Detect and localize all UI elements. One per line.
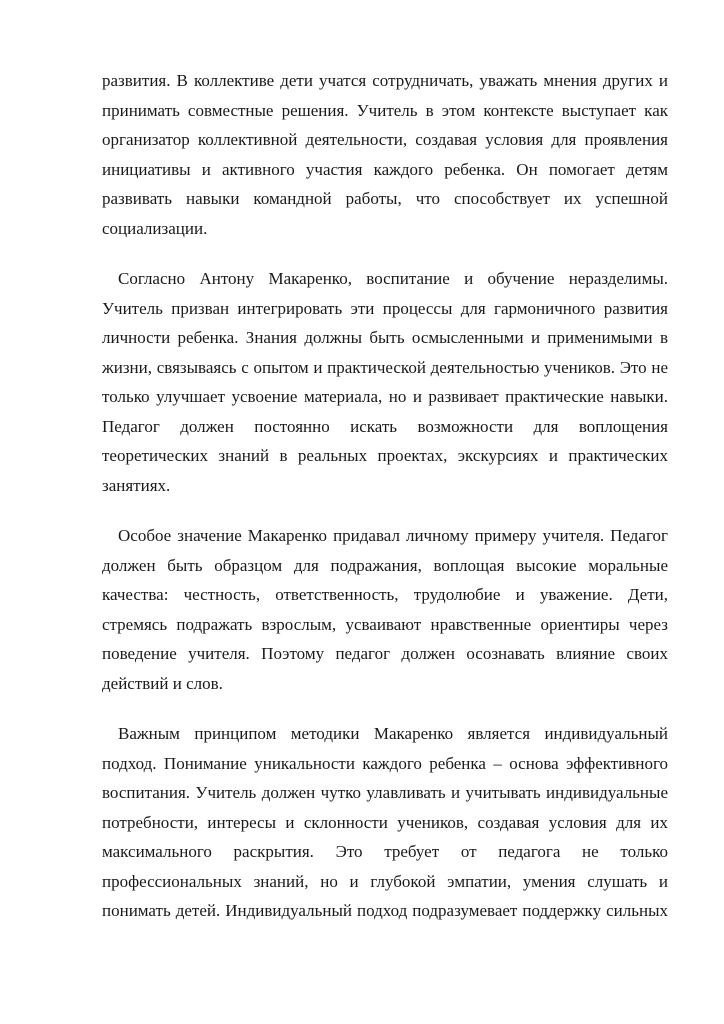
text-line: Учитель призван интегрировать эти процессы для гармоничного развития [102, 298, 668, 318]
text-line: занятиях. [102, 475, 171, 495]
text-line: поведение учителя. Поэтому педагог должен осознавать влияние своих [102, 644, 668, 663]
text-line: качества: честность, ответственность, трудолюбие и уважение. Дети, [102, 585, 668, 604]
text-line: развития. В коллективе дети учатся сотрудничать, уважать мнения других и [102, 71, 668, 90]
document-text [102, 66, 668, 926]
paragraph-2 [102, 264, 668, 500]
text-line: жизни, связываясь с опытом и практической деятельностью учеников. Это не [102, 357, 668, 377]
text-line: развивать навыки командной работы, что способствует их успешной [102, 189, 668, 208]
text-line: инициативы и активного участия каждого ребенка. Он помогает детям [102, 159, 668, 179]
text-line: теоретических знаний в реальных проектах, экскурсиях и практических [102, 446, 668, 465]
text-line: потребности, интересы и склонности учеников, создавая условия для их [102, 812, 668, 832]
text-line: профессиональных знаний, но и глубокой эмпатии, умения слушать и [102, 871, 668, 891]
paragraph-gap [102, 698, 668, 719]
text-line: понимать детей. Индивидуальный подход подразумевает поддержку сильных [102, 901, 668, 920]
text-line: личности ребенка. Знания должны быть осмысленными и применимыми в [102, 328, 668, 347]
text-line: Педагог должен постоянно искать возможности для воплощения [102, 416, 668, 436]
text-line: максимального раскрытия. Это требует от педагога не только [102, 842, 668, 861]
paragraph-3 [102, 521, 668, 698]
text-line: принимать совместные решения. Учитель в этом контексте выступает как [102, 100, 668, 120]
text-line: стремясь подражать взрослым, усваивают нравственные ориентиры через [102, 614, 668, 634]
text-line: социализации. [102, 218, 208, 238]
text-line: должен быть образцом для подражания, воплощая высокие моральные [102, 555, 668, 575]
text-line: подход. Понимание уникальности каждого ребенка – основа эффективного [102, 753, 668, 773]
text-line: Важным принципом методики Макаренко является индивидуальный [118, 724, 668, 743]
paragraph-gap [102, 500, 668, 521]
paragraph-1 [102, 66, 668, 243]
text-line: Особое значение Макаренко придавал личному примеру учителя. Педагог [118, 526, 668, 545]
text-line: Согласно Антону Макаренко, воспитание и обучение неразделимы. [118, 269, 668, 288]
text-line: организатор коллективной деятельности, создавая условия для проявления [102, 130, 668, 149]
paragraph-gap [102, 243, 668, 264]
paragraph-4 [102, 719, 668, 926]
text-line: только улучшает усвоение материала, но и развивает практические навыки. [102, 387, 668, 406]
text-line: действий и слов. [102, 673, 223, 693]
text-line: воспитания. Учитель должен чутко улавливать и учитывать индивидуальные [102, 783, 668, 802]
